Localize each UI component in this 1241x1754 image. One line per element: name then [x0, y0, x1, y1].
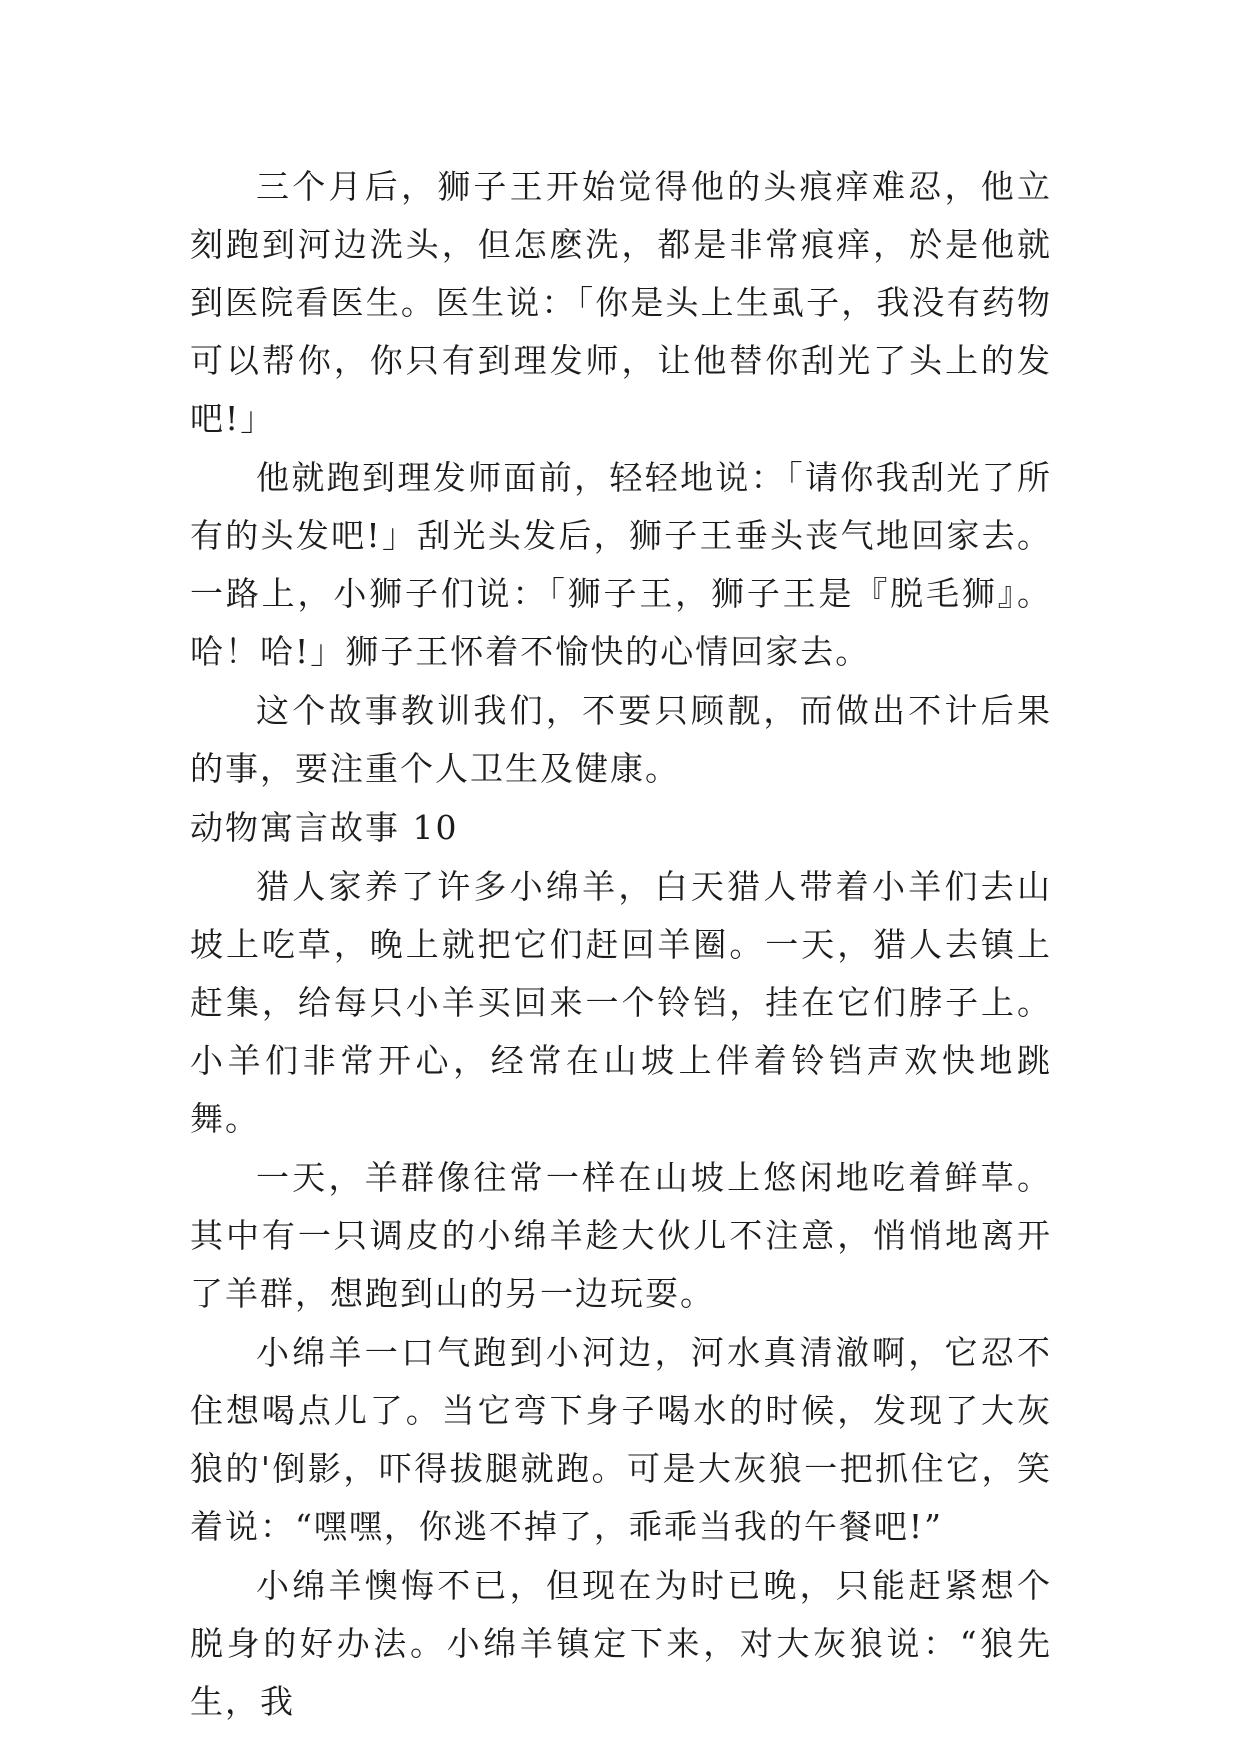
document-body — [190, 158, 1052, 1732]
paragraph-lamb-wolf: 小绵羊一口气跑到小河边，河水真清澈啊，它忍不住想喝点儿了。当它弯下身子喝水的时候，发现了大灰狼的'倒影，吓得拔腿就跑。可是大灰狼一把抓住它，笑着说：“嘿嘿，你逃不掉了，乖乖当我的午餐吧!” — [190, 1333, 1052, 1546]
paragraph-hunter-lambs: 猎人家养了许多小绵羊，白天猎人带着小羊们去山坡上吃草，晚上就把它们赶回羊圈。一天，猎人去镇上赶集，给每只小羊买回来一个铃铛，挂在它们脖子上。小羊们非常开心，经常在山坡上伴着铃铛声欢快地跳舞。 — [190, 867, 1052, 1138]
paragraph-lion-itchy-head: 三个月后，狮子王开始觉得他的头痕痒难忍，他立刻跑到河边洗头，但怎麽洗，都是非常痕痒，於是他就到医院看医生。医生说：「你是头上生虱子，我没有药物可以帮你，你只有到理发师，让他替你刮光了头上的发吧!」 — [190, 167, 1052, 438]
paragraph-lion-moral: 这个故事教训我们，不要只顾靓，而做出不计后果的事，要注重个人卫生及健康。 — [190, 691, 1052, 788]
paragraph-lion-barber: 他就跑到理发师面前，轻轻地说：「请你我刮光了所有的头发吧!」刮光头发后，狮子王垂头丧气地回家去。一路上，小狮子们说：「狮子王，狮子王是『脱毛狮』。哈！哈!」狮子王怀着不愉快的心情回家去。 — [190, 458, 1052, 671]
paragraph-naughty-lamb: 一天，羊群像往常一样在山坡上悠闲地吃着鲜草。其中有一只调皮的小绵羊趁大伙儿不注意，悄悄地离开了羊群，想跑到山的另一边玩耍。 — [190, 1158, 1052, 1313]
story-heading: 动物寓言故事 10 — [190, 808, 459, 847]
paragraph-lamb-escape: 小绵羊懊悔不已，但现在为时已晚，只能赶紧想个脱身的好办法。小绵羊镇定下来，对大灰狼说：“狼先生，我 — [190, 1566, 1052, 1721]
